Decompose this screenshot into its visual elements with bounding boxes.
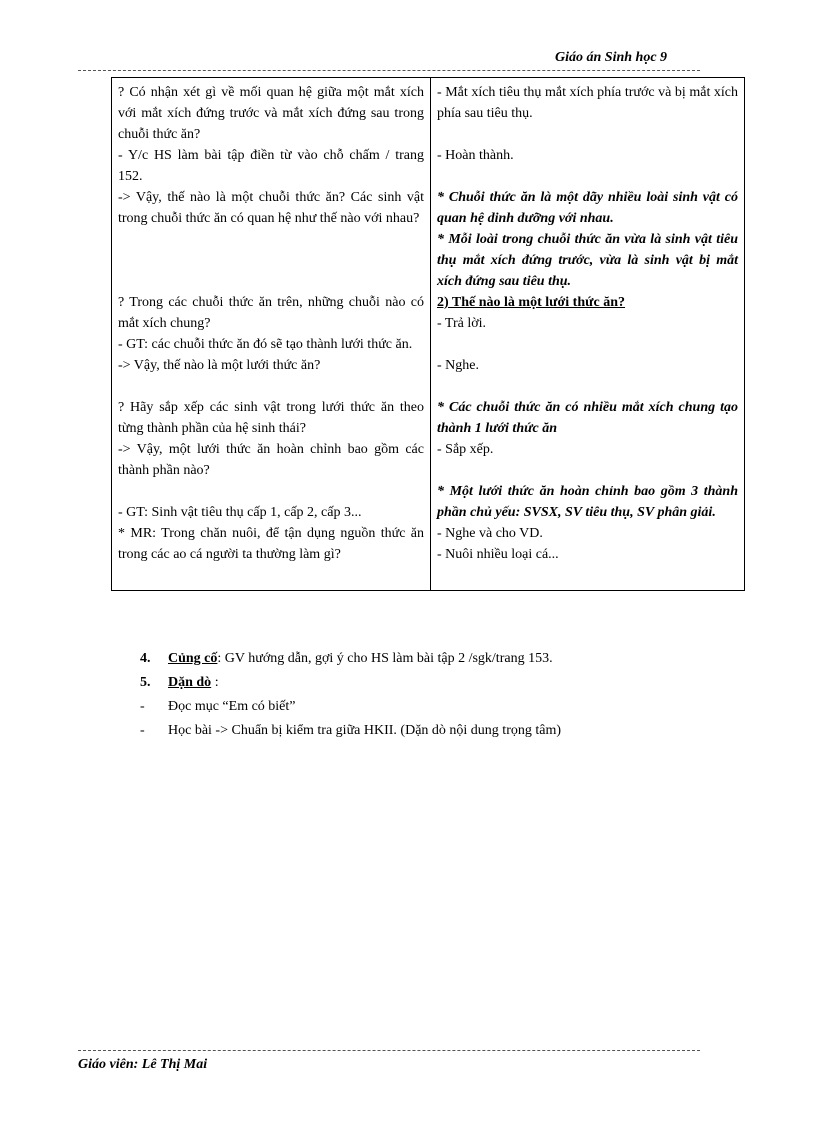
left-item-7: ? Hãy sắp xếp các sinh vật trong lưới thức ăn theo từng thành phần của hệ sinh thái?: [118, 400, 424, 436]
left-item-2: - Y/c HS làm bài tập điền từ vào chỗ chấm / trang 152.: [118, 148, 424, 184]
section-heading: 2) Thế nào là một lưới thức ăn?: [437, 295, 626, 310]
left-item-3: -> Vậy, thế nào là một chuỗi thức ăn? Các sinh vật trong chuỗi thức ăn có quan hệ như thế nào với nhau?: [118, 190, 424, 226]
lesson-wrapup: [140, 647, 740, 743]
right-item-8: - Sắp xếp.: [437, 442, 494, 457]
right-item-9: * Một lưới thức ăn hoàn chỉnh bao gồm 3 thành phần chủ yếu: SVSX, SV tiêu thụ, SV phân giải.: [437, 484, 738, 520]
footer-teacher: Giáo viên: Lê Thị Mai: [78, 1057, 208, 1072]
homework-title: Dặn dò: [168, 675, 212, 690]
right-item-11: - Nuôi nhiều loại cá...: [437, 547, 559, 562]
consolidation-item: [140, 647, 740, 671]
teacher-activity-cell: [112, 78, 431, 591]
left-item-5: - GT: các chuỗi thức ăn đó sẽ tạo thành lưới thức ăn.: [118, 337, 413, 352]
left-item-8: -> Vậy, một lưới thức ăn hoàn chỉnh bao gồm các thành phần nào?: [118, 442, 424, 478]
bullet-item: [140, 695, 740, 719]
right-item-2: - Hoàn thành.: [437, 148, 514, 163]
item-number: 4.: [140, 651, 151, 666]
right-item-7: * Các chuỗi thức ăn có nhiều mắt xích chung tạo thành 1 lưới thức ăn: [437, 400, 738, 436]
header-title: Giáo án Sinh học 9: [555, 50, 668, 65]
left-item-10: * MR: Trong chăn nuôi, để tận dụng nguồn thức ăn trong các ao cá người ta thường làm gì?: [118, 526, 424, 562]
consolidation-title: Củng cố: [168, 651, 218, 666]
right-item-4: * Mỗi loài trong chuỗi thức ăn vừa là sinh vật tiêu thụ mắt xích đứng trước, vừa là sinh vật bị mắt xích đứng sau tiêu thụ.: [437, 232, 738, 289]
consolidation-text: : GV hướng dẫn, gợi ý cho HS làm bài tập 2 /sgk/trang 153.: [217, 651, 553, 666]
lesson-table: [111, 77, 745, 591]
left-item-4: ? Trong các chuỗi thức ăn trên, những chuỗi nào có mắt xích chung?: [118, 295, 424, 331]
footer-divider: [78, 1050, 700, 1051]
right-item-1: - Mắt xích tiêu thụ mắt xích phía trước và bị mắt xích phía sau tiêu thụ.: [437, 85, 738, 121]
bullet-dash: -: [140, 723, 145, 738]
left-item-9: - GT: Sinh vật tiêu thụ cấp 1, cấp 2, cấp 3...: [118, 505, 362, 520]
left-item-1: ? Có nhận xét gì về mối quan hệ giữa một mắt xích với mắt xích đứng trước và mắt xích đứng sau trong chuỗi thức ăn?: [118, 85, 424, 142]
header-divider: [78, 70, 700, 71]
right-item-10: - Nghe và cho VD.: [437, 526, 543, 541]
right-item-5: - Trả lời.: [437, 316, 487, 331]
table-row: [112, 78, 745, 591]
student-activity-cell: [431, 78, 745, 591]
left-item-6: -> Vậy, thế nào là một lưới thức ăn?: [118, 358, 321, 373]
bullet-text: Học bài -> Chuẩn bị kiểm tra giữa HKII. (Dặn dò nội dung trọng tâm): [168, 723, 562, 738]
right-item-6: - Nghe.: [437, 358, 479, 373]
homework-item: [140, 671, 740, 695]
bullet-dash: -: [140, 699, 145, 714]
bullet-item: [140, 719, 740, 743]
item-number: 5.: [140, 675, 151, 690]
bullet-text: Đọc mục “Em có biết”: [168, 699, 296, 714]
right-item-3: * Chuỗi thức ăn là một dãy nhiều loài sinh vật có quan hệ dinh dưỡng với nhau.: [437, 190, 738, 226]
homework-text: :: [211, 675, 219, 690]
